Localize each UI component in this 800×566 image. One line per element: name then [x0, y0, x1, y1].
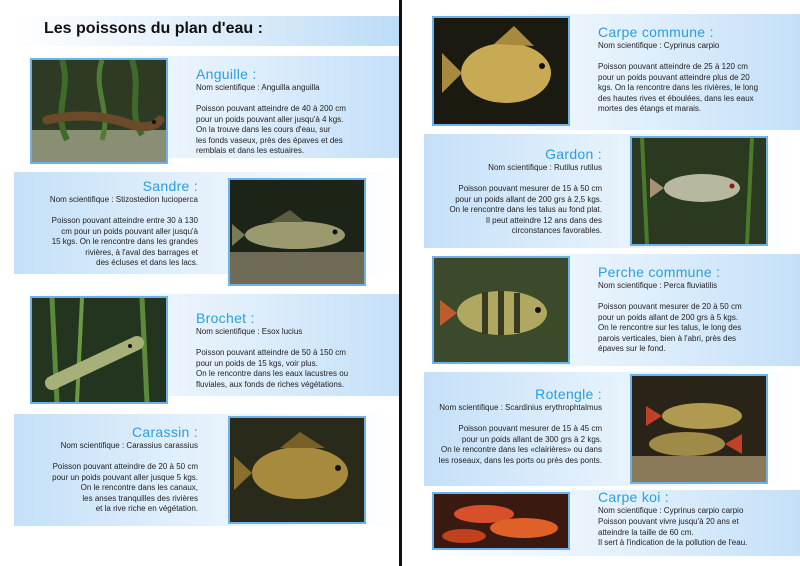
fish-name: Brochet :: [196, 310, 255, 326]
fish-name: Sandre :: [142, 178, 198, 194]
koi-photo: [432, 492, 570, 550]
fish-description: Poisson pouvant atteindre de 20 à 50 cm pour un poids pouvant aller jusque 5 kgs. On le rencontre dans les canaux, les anses tranquilles des rivières et la rive riche en végétation.: [52, 462, 198, 514]
pike-photo: [30, 296, 168, 404]
fish-name: Perche commune :: [598, 264, 721, 280]
fish-description: Poisson pouvant vivre jusqu'à 20 ans et atteindre la taille de 60 cm. Il sert à l'indication de la pollution de l'eau.: [598, 517, 748, 548]
fish-name: Anguille :: [196, 66, 257, 82]
fish-scientific-name: Nom scientifique : Carassius carassius: [60, 441, 198, 450]
right-page: [402, 0, 800, 566]
fish-scientific-name: Nom scientifique : Esox lucius: [196, 327, 303, 336]
fish-name: Carassin :: [131, 424, 198, 440]
fish-description: Poisson pouvant atteindre de 25 à 120 cm pour un poids pouvant atteindre plus de 20 kgs. On la rencontre dans les rivières, le long des hautes rives et éboulées, dans les eaux mortes des étangs et marais.: [598, 62, 759, 114]
perch-photo: [432, 256, 570, 364]
fish-scientific-name: Nom scientifique : Rutilus rutilus: [488, 163, 602, 172]
fish-scientific-name: Nom scientifique : Cyprinus carpio: [598, 41, 720, 50]
fish-name: Rotengle :: [535, 386, 602, 402]
fish-name: Carpe commune :: [598, 24, 714, 40]
carp-photo: [432, 16, 570, 126]
eel-photo: [30, 58, 168, 164]
fish-description: Poisson pouvant atteindre de 50 à 150 cm pour un poids de 15 kgs, voir plus. On le rencontre dans les eaux lacustres ou fluviales, aux fonds de riches végétations.: [196, 348, 349, 389]
page-title: Les poissons du plan d'eau :: [44, 20, 263, 37]
fish-scientific-name: Nom scientifique : Scardinius erythrophtalmus: [439, 403, 602, 412]
fish-scientific-name: Nom scientifique : Cyprinus carpio carpio: [598, 506, 744, 515]
zander-photo: [228, 178, 366, 286]
fish-scientific-name: Nom scientifique : Anguilla anguilla: [196, 83, 320, 92]
fish-name: Carpe koi :: [598, 489, 669, 505]
fish-scientific-name: Nom scientifique : Perca fluviatilis: [598, 281, 718, 290]
fish-scientific-name: Nom scientifique : Stizostedion lucioperca: [49, 195, 198, 204]
fish-description: Poisson pouvant mesurer de 20 à 50 cm pour un poids allant de 200 grs à 5 kgs. On le rencontre sur les talus, le long des parois verticales, bien à l'abri, près des épaves sur le fond.: [598, 302, 742, 354]
crucian-carp-photo: [228, 416, 366, 524]
fish-name: Gardon :: [545, 146, 602, 162]
fish-description: Poisson pouvant atteindre entre 30 à 130 cm pour un poids pouvant aller jusqu'à 15 kgs. On le rencontre dans les grandes rivières, à l'aval des barrages et des écluses et dans les lacs.: [51, 216, 198, 268]
fish-description: Poisson pouvant atteindre de 40 à 200 cm pour un poids pouvant aller jusqu'à 4 kgs. On la trouve dans les cours d'eau, sur les fonds vaseux, près des épaves et des remblais et dans les estuaires.: [196, 104, 346, 156]
fish-description: Poisson pouvant mesurer de 15 à 45 cm pour un poids allant de 300 grs à 2 kgs. On le rencontre dans les «clairières» ou dans les roseaux, dans les ports ou près des ponts.: [438, 424, 602, 465]
rudd-photo: [630, 374, 768, 484]
roach-photo: [630, 136, 768, 246]
fish-description: Poisson pouvant mesurer de 15 à 50 cm pour un poids allant de 200 grs à 2,5 kgs. On le rencontre dans les talus au fond plat. Il peut atteindre 12 ans dans des circonstances favorables.: [449, 184, 602, 236]
